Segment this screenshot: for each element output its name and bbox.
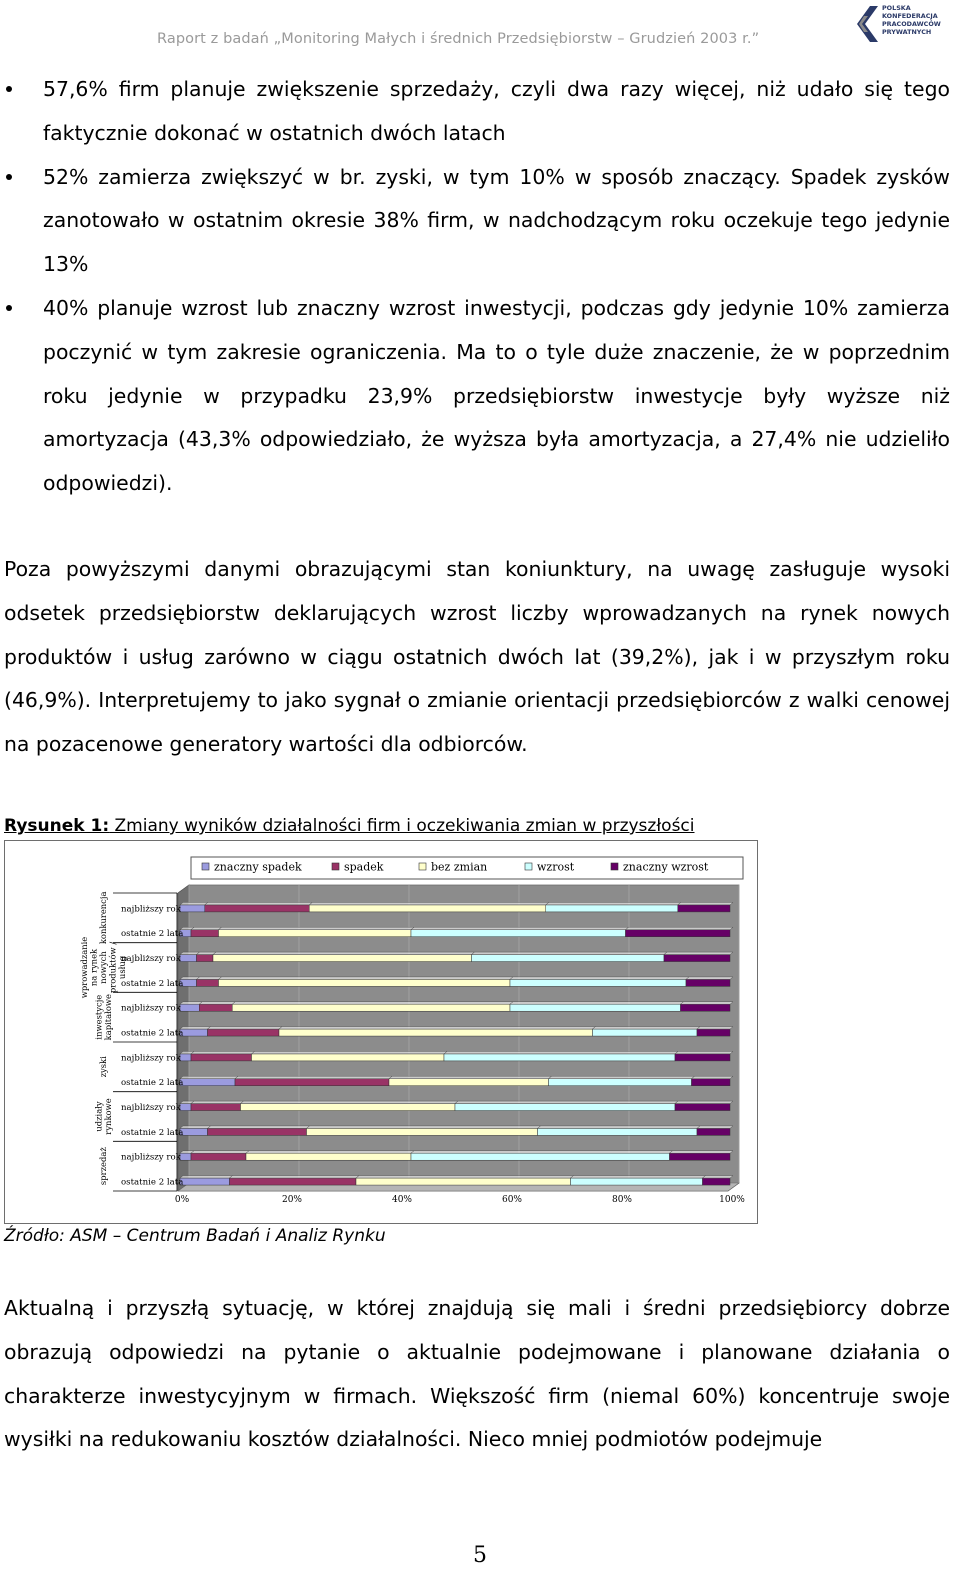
x-tick-label: 40%: [391, 1195, 413, 1205]
category-label: najbliższy rok: [121, 1152, 181, 1163]
bar-segment-top: [180, 1176, 233, 1179]
category-label: ostatnie 2 lata: [121, 1028, 184, 1039]
legend-label: znaczny spadek: [214, 860, 302, 874]
bar-segment: [180, 1079, 235, 1086]
figure-caption-text: Zmiany wyników działalności firm i oczekiwania zmian w przyszłości: [109, 816, 695, 836]
bar-segment: [549, 1079, 692, 1086]
bar-segment: [180, 1029, 208, 1036]
category-label: ostatnie 2 lata: [121, 929, 184, 940]
bar-segment: [389, 1079, 549, 1086]
bar-segment-top: [197, 977, 222, 980]
bullet-text: 57,6% firm planuje zwiększenie sprzedaży, czyli dwa razy więcej, niż udało się tego faktycznie dokonać w ostatnich dwóch latach: [43, 77, 950, 145]
bar-segment: [208, 1029, 280, 1036]
bar-segment-top: [356, 1176, 574, 1179]
bar-segment-top: [681, 1002, 734, 1005]
bar-segment: [199, 1004, 232, 1011]
group-label: usług: [117, 955, 127, 980]
bullet-text: 52% zamierza zwiększyć w br. zyski, w tym 10% w sposób znaczący. Spadek zysków zanotowało w ostatnim okresie 38% firm, w nadchodzącym roku oczekuje tego jedynie 13%: [43, 164, 950, 277]
bar-segment: [697, 1029, 730, 1036]
bar-segment: [219, 979, 511, 986]
bar-segment-top: [626, 927, 734, 930]
group-label: nowych: [98, 951, 108, 984]
group-label: wprowadzanie: [79, 936, 89, 999]
bar-segment-top: [670, 1151, 734, 1154]
legend-label: spadek: [344, 860, 384, 874]
group-label: udziały: [93, 1101, 104, 1132]
logo-line: KONFEDERACJA: [882, 12, 938, 20]
body-paragraph-1: Poza powyższymi danymi obrazującymi stan koniunktury, na uwagę zasługuje wysoki odsetek przedsiębiorstw deklarujących wzrost liczby wprowadzanych na rynek nowych produktów i usług zarówno w ciągu ostatnich dwóch lat (39,2%), jak i w przyszłym roku (46,9%). Interpretujemy to jako sygnał o zmianie orientacji przedsiębiorców z walki cenowej na pozacenowe generatory wartości dla odbiorców.: [4, 557, 950, 757]
bullet-text: 40% planuje wzrost lub znaczny wzrost inwestycji, podczas gdy jedynie 10% zamierza poczynić w tym zakresie ograniczenia. Ma to o tyle duże znaczenie, że w poprzednim roku jedynie w przypadku 23,9% przedsiębiorstw inwestycje były wyższe niż amortyzacja (43,3% odpowiedziało, że wyższa była amortyzacja, a 27,4% nie udzieliło odpowiedzi).: [43, 295, 950, 496]
bar-segment-top: [675, 1051, 733, 1054]
bar-segment: [703, 1178, 731, 1185]
bar-segment: [230, 1178, 357, 1185]
bar-segment: [191, 1104, 241, 1111]
logo-line: PRYWATNYCH: [882, 28, 932, 36]
bar-segment-top: [549, 1076, 695, 1079]
bar-segment-top: [546, 902, 681, 905]
bar-segment: [180, 905, 205, 912]
body-paragraph-2: Aktualną i przyszłą sytuację, w której znajdują się mali i średni przedsiębiorcy dobrze obrazują odpowiedzi na pytanie o aktualnie podejmowane i planowane działania o charakterze inwestycyjnym w firmach. Większość firm (niemal 60%) koncentruje swoje wysiłki na redukowaniu kosztów działalności. Nieco mniej podmiotów podejmuje: [4, 1296, 950, 1452]
bullet-icon: [6, 305, 12, 311]
category-label: najbliższy rok: [121, 904, 181, 915]
bar-segment-top: [571, 1176, 706, 1179]
bar-segment-top: [197, 952, 217, 955]
bar-segment-top: [208, 1027, 283, 1030]
bar-segment: [279, 1029, 593, 1036]
bar-segment: [252, 1054, 445, 1061]
bar-segment-top: [455, 1101, 678, 1104]
legend-swatch: [419, 863, 426, 870]
report-header-title: Raport z badań „Monitoring Małych i średnich Przedsiębiorstw – Grudzień 2003 r.”: [157, 31, 760, 47]
bar-segment: [664, 955, 730, 962]
bar-segment-top: [191, 927, 222, 930]
bar-segment: [697, 1128, 730, 1135]
list-item: [0, 156, 950, 287]
x-tick-label: 100%: [719, 1195, 745, 1205]
bar-segment: [593, 1029, 698, 1036]
bar-segment-top: [219, 977, 514, 980]
bar-segment-top: [252, 1051, 448, 1054]
category-label: najbliższy rok: [121, 1003, 181, 1014]
bar-segment-top: [180, 952, 200, 955]
figure-caption: [4, 816, 695, 836]
bar-segment: [307, 1128, 538, 1135]
bar-segment-top: [307, 1126, 541, 1129]
bar-segment: [208, 1128, 307, 1135]
bar-segment: [191, 930, 219, 937]
bar-segment-top: [230, 1176, 360, 1179]
bar-segment-top: [510, 1002, 684, 1005]
bar-segment: [455, 1104, 675, 1111]
group-label: zyski: [98, 1056, 108, 1078]
page-number: 5: [473, 1543, 487, 1568]
legend-swatch: [611, 863, 618, 870]
results-chart: [4, 840, 758, 1224]
bar-segment-top: [180, 1002, 202, 1005]
legend-swatch: [332, 863, 339, 870]
bar-segment-top: [686, 977, 733, 980]
bar-segment: [180, 1004, 199, 1011]
bar-segment: [681, 1004, 731, 1011]
bar-segment: [626, 930, 731, 937]
bar-segment-top: [180, 1126, 211, 1129]
bar-segment: [180, 955, 197, 962]
chart-canvas: [5, 841, 757, 1223]
category-label: ostatnie 2 lata: [121, 1177, 184, 1188]
bar-segment: [246, 1153, 411, 1160]
group-label: sprzedaż: [98, 1147, 108, 1186]
figure-caption-label: Rysunek 1:: [4, 816, 110, 836]
bar-segment-top: [232, 1002, 513, 1005]
bar-segment: [356, 1178, 571, 1185]
bar-segment: [670, 1153, 731, 1160]
list-item: [0, 287, 950, 506]
bar-segment: [472, 955, 665, 962]
bar-segment: [675, 1054, 730, 1061]
bar-segment-top: [180, 1076, 238, 1079]
bar-segment: [309, 905, 546, 912]
bar-segment: [692, 1079, 731, 1086]
bar-segment: [411, 930, 626, 937]
legend-label: znaczny wzrost: [623, 860, 709, 874]
bar-segment: [180, 1054, 191, 1061]
bar-segment-top: [510, 977, 689, 980]
bar-segment: [235, 1079, 389, 1086]
bar-segment-top: [697, 1027, 733, 1030]
bullet-icon: [6, 86, 12, 92]
category-label: najbliższy rok: [121, 1053, 181, 1064]
bar-segment: [180, 1178, 230, 1185]
bar-segment-top: [593, 1027, 701, 1030]
legend-label: bez zmian: [431, 860, 488, 874]
bar-segment: [232, 1004, 510, 1011]
logo-line: POLSKA: [882, 4, 911, 12]
bar-segment-top: [692, 1076, 734, 1079]
category-label: najbliższy rok: [121, 954, 181, 965]
bar-segment-top: [191, 1101, 244, 1104]
bar-segment: [180, 1128, 208, 1135]
ppk-logo: [856, 4, 956, 44]
logo-line: PRACODAWCÓW: [882, 20, 941, 28]
bar-segment: [444, 1054, 675, 1061]
legend-swatch: [525, 863, 532, 870]
bar-segment: [197, 955, 214, 962]
category-label: ostatnie 2 lata: [121, 1127, 184, 1138]
bar-segment: [219, 930, 412, 937]
bar-segment-top: [411, 927, 629, 930]
x-tick-label: 60%: [501, 1195, 523, 1205]
bar-segment-top: [246, 1151, 414, 1154]
bar-segment: [191, 1153, 246, 1160]
bar-segment-top: [208, 1126, 310, 1129]
bar-segment-top: [180, 1027, 211, 1030]
legend-swatch: [202, 863, 209, 870]
bar-segment-top: [472, 952, 668, 955]
bar-segment: [241, 1104, 456, 1111]
bar-segment: [510, 1004, 681, 1011]
bar-segment: [675, 1104, 730, 1111]
logo-wordmark: [882, 4, 941, 36]
x-tick-label: 0%: [174, 1195, 190, 1205]
bar-segment-top: [191, 1051, 255, 1054]
bar-segment-top: [703, 1176, 734, 1179]
group-label: rynkowe: [102, 1098, 113, 1135]
bar-segment-top: [411, 1151, 673, 1154]
legend-label: wzrost: [537, 860, 575, 874]
bar-segment-top: [664, 952, 733, 955]
bar-segment-top: [678, 902, 733, 905]
list-item: [0, 68, 950, 156]
x-tick-label: 20%: [281, 1195, 303, 1205]
category-label: ostatnie 2 lata: [121, 1078, 184, 1089]
bar-segment-top: [205, 902, 313, 905]
bar-segment-top: [191, 1151, 249, 1154]
bullet-icon: [6, 174, 12, 180]
bar-segment: [546, 905, 678, 912]
bar-segment-top: [241, 1101, 459, 1104]
bar-segment: [197, 979, 219, 986]
bar-segment: [205, 905, 310, 912]
group-label: inwestycje: [93, 994, 104, 1040]
bar-segment-top: [444, 1051, 678, 1054]
bar-segment-top: [199, 1002, 235, 1005]
bar-segment: [571, 1178, 703, 1185]
group-label: produktów /: [107, 941, 118, 994]
bar-segment-top: [213, 952, 475, 955]
bar-segment-top: [389, 1076, 552, 1079]
bar-segment: [411, 1153, 670, 1160]
bar-segment-top: [219, 927, 415, 930]
bar-segment: [180, 1104, 191, 1111]
x-tick-label: 80%: [611, 1195, 633, 1205]
category-label: najbliższy rok: [121, 1103, 181, 1114]
group-label: na rynek: [88, 948, 99, 987]
bar-segment: [180, 1153, 191, 1160]
bar-segment-top: [309, 902, 549, 905]
key-findings-list: [0, 68, 960, 506]
bar-segment-top: [675, 1101, 733, 1104]
bar-segment-top: [235, 1076, 392, 1079]
bar-segment: [191, 1054, 252, 1061]
bar-segment: [538, 1128, 698, 1135]
group-label: konkurencja: [98, 891, 108, 945]
bar-segment: [510, 979, 686, 986]
bar-segment: [678, 905, 730, 912]
category-label: ostatnie 2 lata: [121, 978, 184, 989]
bar-segment-top: [180, 902, 208, 905]
figure-source: Źródło: ASM – Centrum Badań i Analiz Rynku: [4, 1226, 386, 1246]
bar-segment-top: [538, 1126, 701, 1129]
bar-segment: [213, 955, 472, 962]
bar-segment-top: [279, 1027, 596, 1030]
bar-segment: [686, 979, 730, 986]
bar-segment-top: [697, 1126, 733, 1129]
logo-mark-icon: [856, 4, 882, 44]
group-label: kapitałowe: [102, 993, 113, 1041]
